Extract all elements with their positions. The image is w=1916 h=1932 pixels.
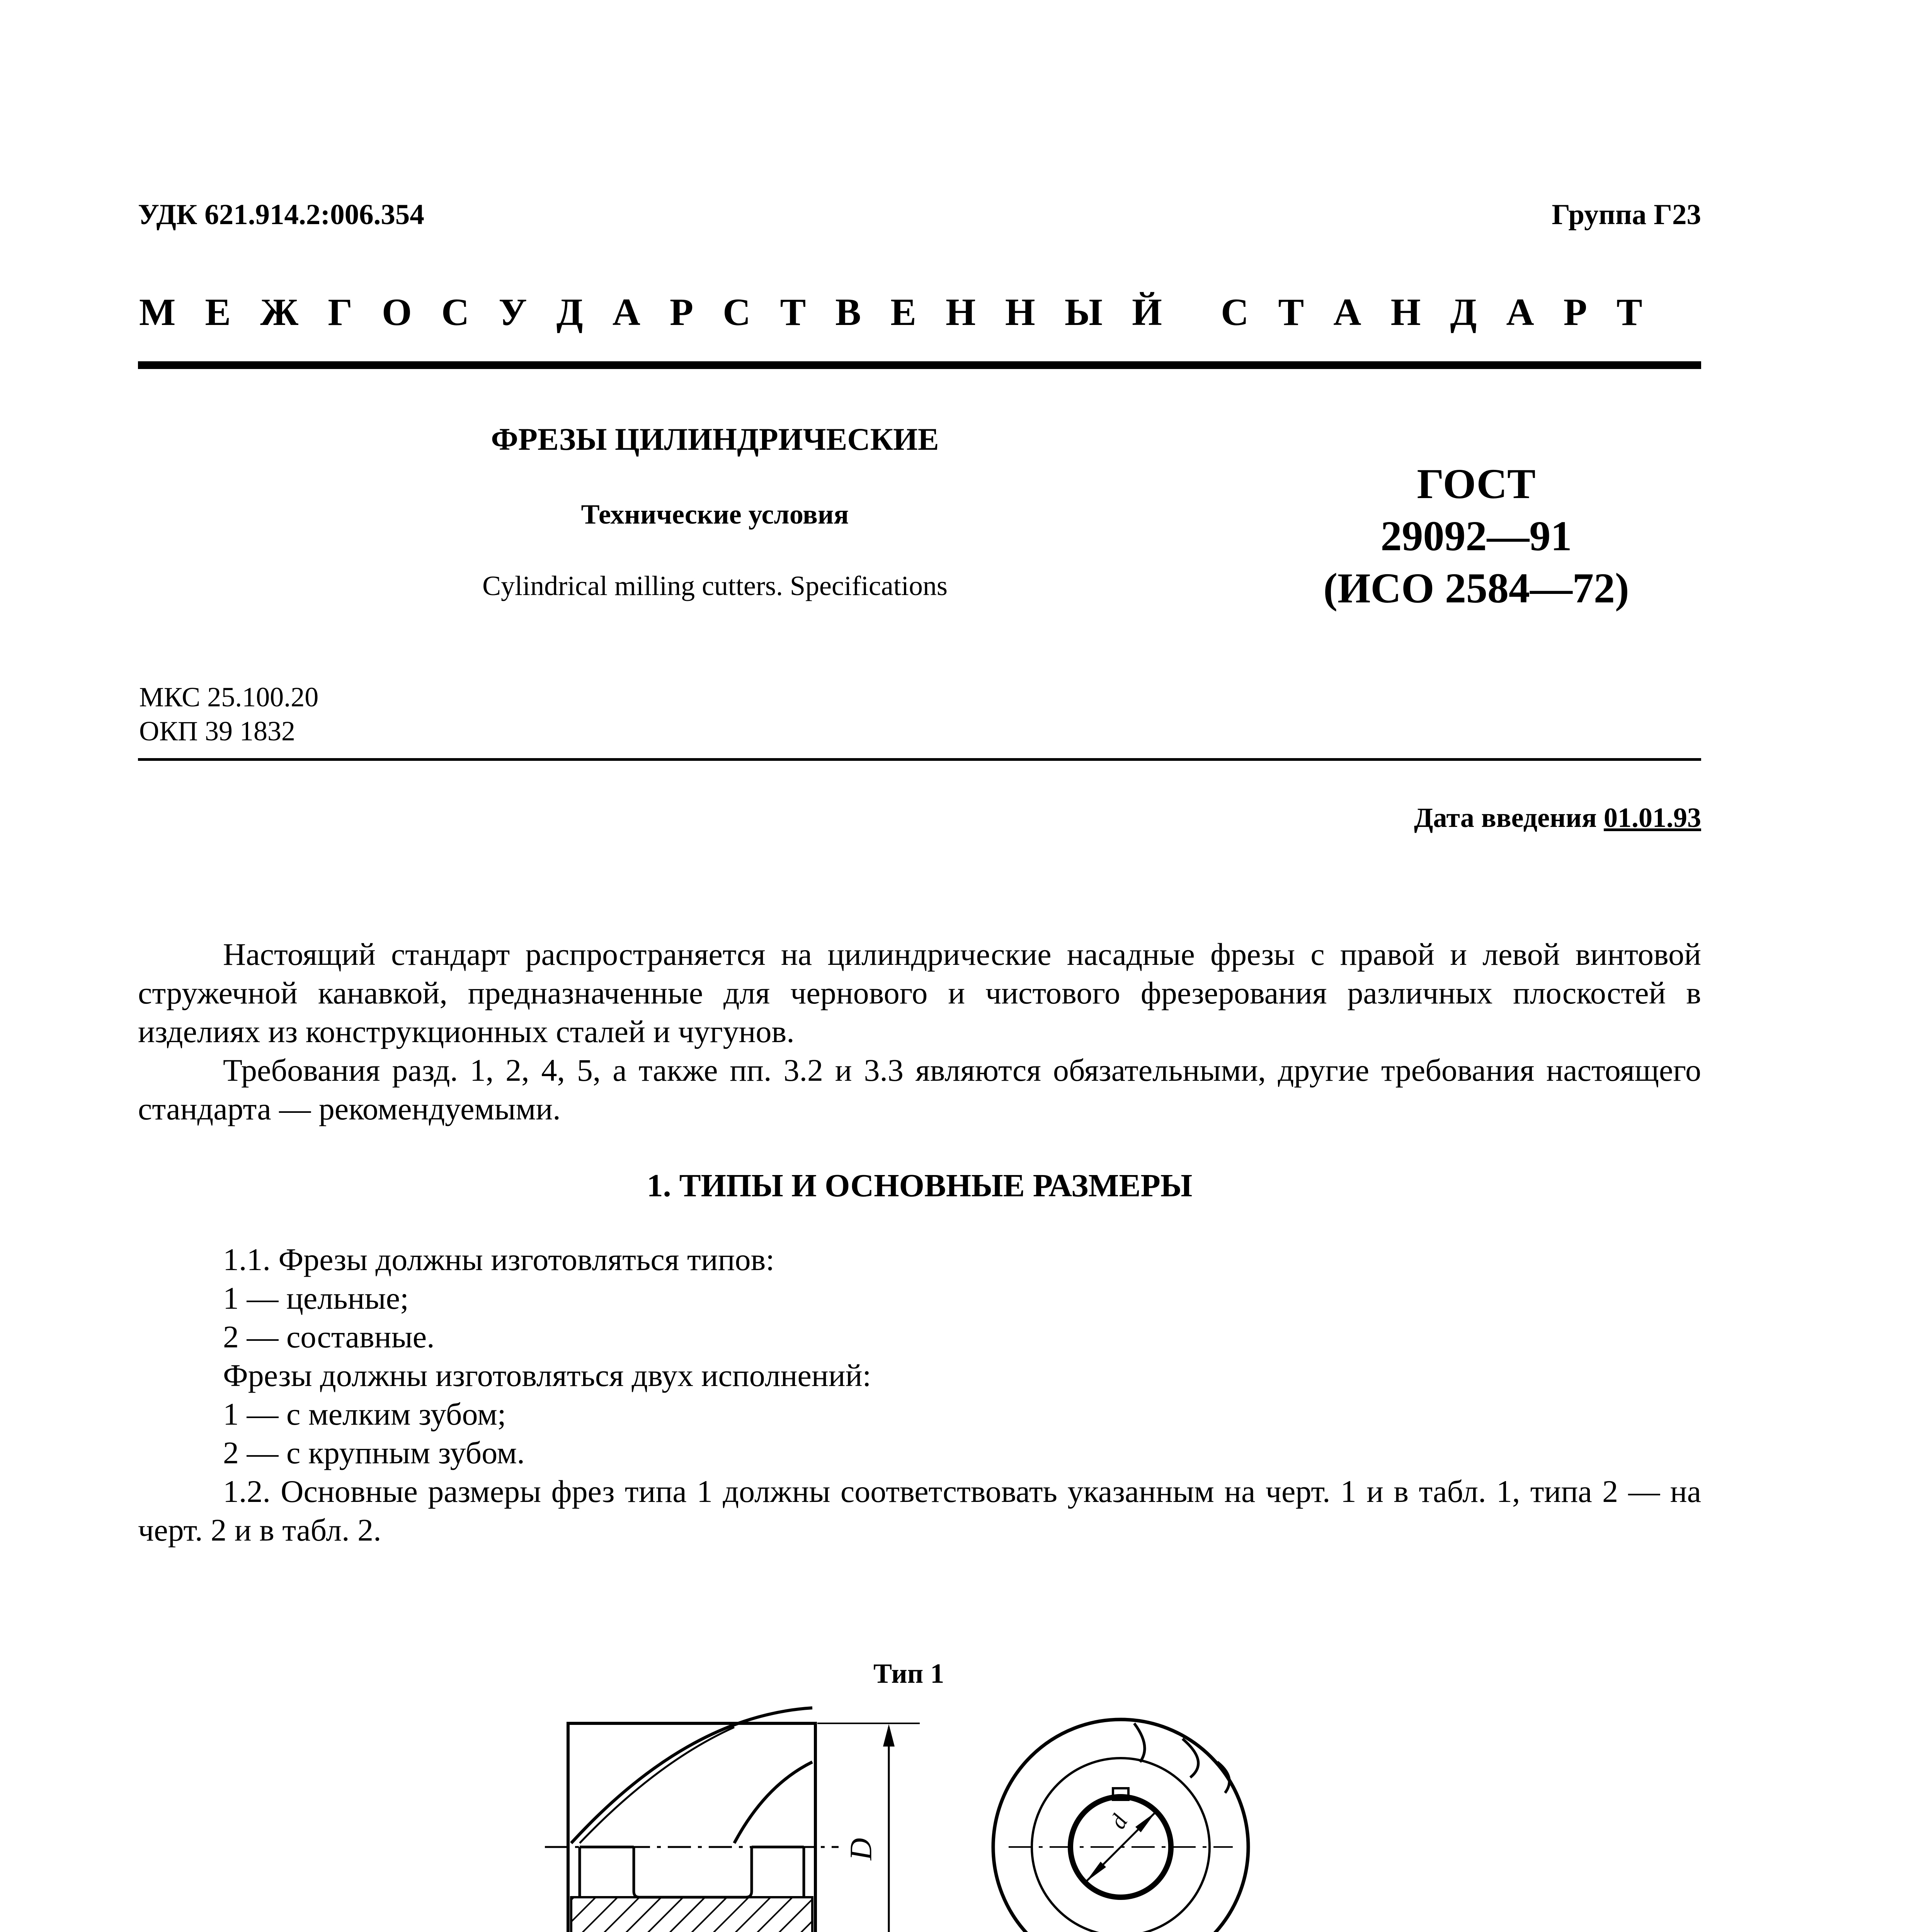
letter: Н (1005, 291, 1035, 333)
letter: Й (1132, 291, 1162, 333)
letter: Р (670, 291, 694, 333)
letter: Г (328, 291, 352, 333)
figure-type-label: Тип 1 (873, 1658, 944, 1689)
intro-date-label: Дата введения (1414, 802, 1597, 833)
iso-number: (ИСО 2584—72) (1323, 565, 1629, 612)
udk-code: УДК 621.914.2:006.354 (138, 199, 424, 231)
letter: А (1333, 291, 1361, 333)
letter: Ы (1064, 291, 1103, 333)
list-item: 1 — с мелким зубом; (223, 1396, 506, 1432)
clause-1-1: 1.1. Фрезы должны изготовляться типов: (223, 1242, 775, 1277)
mks-code: МКС 25.100.20 (139, 682, 319, 713)
document-title: ФРЕЗЫ ЦИЛИНДРИЧЕСКИЕ (491, 422, 939, 457)
dimension-label-d: d (1104, 1810, 1133, 1833)
letter: А (1506, 291, 1534, 333)
clause-versions: Фрезы должны изготовляться двух исполнений: (223, 1358, 871, 1393)
dimension-label-D: D (844, 1838, 878, 1861)
letter: А (612, 291, 640, 333)
paragraph-scope: Настоящий стандарт распространяется на цилиндрические насадные фрезы с правой и левой винтовой стружечной канавкой, предназначенные для чернового и чистового фрезерования различных плоскостей в изделиях из конструкционных сталей и чугунов. (138, 937, 1701, 1049)
letter: Ж (260, 291, 299, 333)
letter: У (499, 291, 527, 333)
letter: М (139, 291, 176, 333)
list-item: 2 — составные. (223, 1319, 435, 1354)
list-item: 2 — с крупным зубом. (223, 1435, 525, 1470)
letter: Д (556, 291, 583, 333)
gost-label: ГОСТ (1417, 460, 1536, 507)
letter: О (382, 291, 412, 333)
document-subtitle: Технические условия (581, 499, 849, 530)
intro-date-value: 01.01.93 (1604, 802, 1701, 833)
letter: Е (205, 291, 231, 333)
letter: Т (780, 291, 806, 333)
list-item: 1 — цельные; (223, 1281, 409, 1316)
letter: Т (1278, 291, 1304, 333)
letter: В (835, 291, 861, 333)
letter: Н (1390, 291, 1421, 333)
letter: Р (1563, 291, 1587, 333)
section-heading: 1. ТИПЫ И ОСНОВНЫЕ РАЗМЕРЫ (647, 1168, 1193, 1204)
paragraph-requirements: Требования разд. 1, 2, 4, 5, а также пп. 3.2 и 3.3 являются обязательными, другие требования настоящего стандарта — рекомендуемыми. (138, 1053, 1701, 1126)
clause-1-2: 1.2. Основные размеры фрез типа 1 должны соответствовать указанным на черт. 1 и в табл. 1, типа 2 — на черт. 2 и в табл. 2. (138, 1474, 1701, 1548)
letter: Н (946, 291, 976, 333)
okp-code: ОКП 39 1832 (139, 716, 296, 747)
document-title-english: Cylindrical milling cutters. Specifications (482, 570, 948, 601)
side-view (545, 1708, 920, 1932)
gost-number: 29092—91 (1380, 512, 1572, 560)
letter: С (1221, 291, 1249, 333)
letter: Т (1616, 291, 1642, 333)
letter: С (723, 291, 751, 333)
letter: Е (890, 291, 916, 333)
letter: Д (1450, 291, 1477, 333)
letter: С (441, 291, 470, 333)
group-code: Группа Г23 (1552, 199, 1701, 231)
